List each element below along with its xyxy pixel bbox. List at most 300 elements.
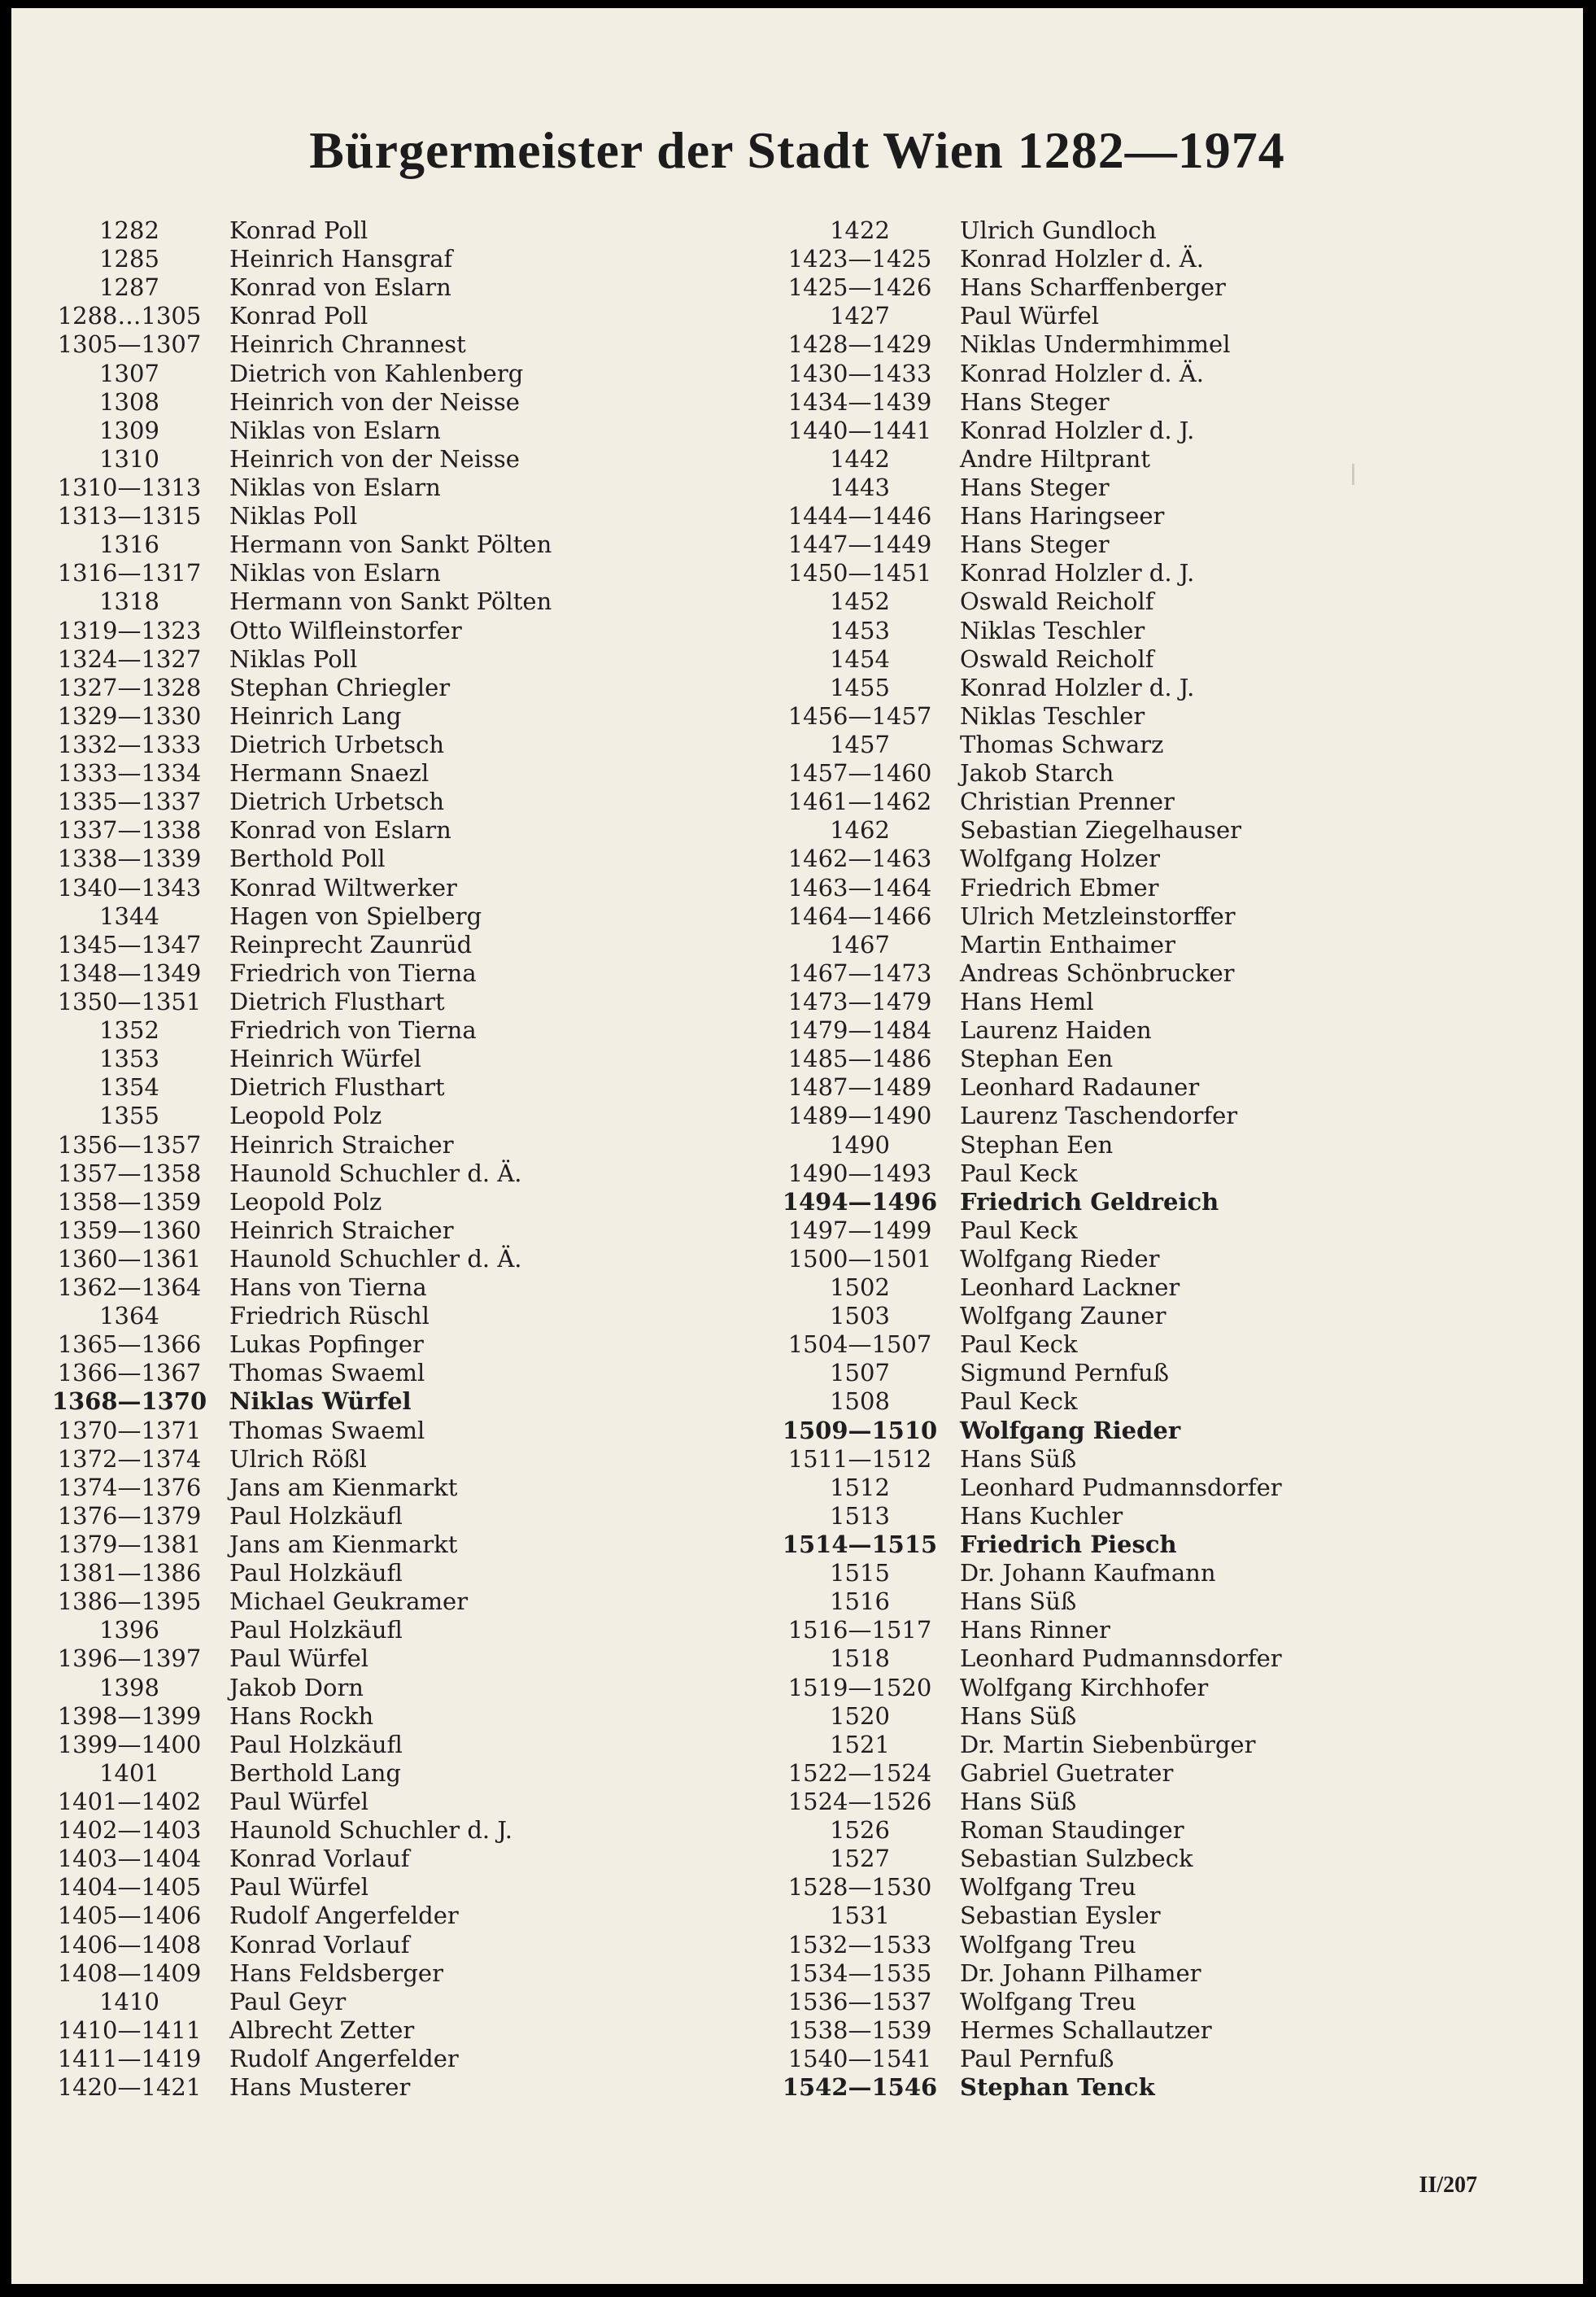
term-years: 1402—1403 [57,1816,202,1845]
term-years: 1374—1376 [57,1473,202,1501]
mayor-name: Leopold Polz [229,1187,382,1216]
mayor-name: Paul Keck [960,1330,1078,1359]
mayor-entry [44,1816,552,1845]
term-years: 1398 [99,1673,159,1701]
mayor-entry [44,1502,552,1531]
mayor-name: Jans am Kienmarkt [229,1473,458,1501]
mayor-name: Dietrich Flusthart [229,987,445,1015]
mayor-name: Niklas von Eslarn [229,473,441,501]
term-years: 1527 [830,1845,890,1873]
mayor-name: Stephan Chriegler [229,673,451,701]
mayor-name: Niklas von Eslarn [229,416,441,444]
mayor-name: Berthold Lang [229,1758,401,1787]
mayor-name: Sebastian Ziegelhauser [960,816,1242,845]
mayor-entry [774,1731,1282,1759]
mayor-name: Leonhard Radauner [960,1073,1200,1102]
mayor-entry [44,2016,552,2045]
mayor-entry [774,1644,1282,1673]
term-years: 1365—1366 [57,1330,202,1359]
mayor-entry [44,245,552,273]
mayor-name: Sigmund Pernfuß [960,1359,1170,1387]
mayor-entry [774,674,1282,702]
mayor-entry [44,645,552,674]
mayor-entry [774,2016,1282,2045]
mayor-name: Heinrich Chrannest [229,330,466,359]
term-years: 1366—1367 [57,1359,202,1387]
mayor-entry [44,1959,552,1988]
mayor-entry [44,1445,552,1474]
mayor-name: Dietrich Urbetsch [229,730,445,758]
mayor-name: Stephan Een [960,1045,1114,1073]
mayor-entry [44,816,552,845]
mayor-entry [44,273,552,302]
mayor-name: Wolfgang Treu [960,1930,1136,1959]
term-years: 1406—1408 [57,1930,202,1959]
term-years: 1324—1327 [57,644,202,673]
mayor-entry [44,1788,552,1816]
mayor-entry [44,417,552,445]
mayor-entry [44,302,552,330]
mayor-entry [44,1417,552,1445]
page-number: II/207 [1419,2173,1477,2198]
mayor-name: Dietrich Flusthart [229,1073,445,1102]
mayor-entry [774,1016,1282,1045]
mayor-entry [44,216,552,245]
term-years: 1307 [99,359,159,387]
mayor-name: Paul Würfel [229,1873,369,1902]
mayor-name: Haunold Schuchler d. Ä. [229,1159,522,1187]
page-title: Bürgermeister der Stadt Wien 1282—1974 [309,121,1285,179]
mayor-name: Sebastian Sulzbeck [960,1845,1193,1873]
mayor-entry [44,1016,552,1045]
mayor-name: Laurenz Haiden [960,1016,1152,1045]
mayor-entry [774,1188,1282,1216]
mayor-name: Konrad Poll [229,302,368,330]
term-years: 1528—1530 [787,1873,932,1902]
mayor-name: Dr. Johann Kaufmann [960,1559,1216,1587]
term-years: 1461—1462 [787,788,932,816]
mayor-name: Ulrich Rößl [229,1444,367,1473]
mayor-name: Hans Heml [960,987,1094,1015]
mayor-entry [44,1845,552,1873]
mayor-entry [774,531,1282,559]
term-years: 1356—1357 [57,1130,202,1159]
mayor-name: Konrad Holzler d. Ä. [960,245,1204,273]
mayor-name: Berthold Poll [229,845,386,873]
term-years: 1453 [830,616,890,644]
term-years: 1479—1484 [787,1016,932,1045]
mayor-name: Konrad Vorlauf [229,1930,410,1959]
term-years: 1540—1541 [787,2045,932,2072]
term-years: 1316—1317 [57,559,202,587]
mayor-entry [44,931,552,959]
mayor-name: Hans Rockh [229,1701,374,1730]
term-years: 1490—1493 [787,1159,932,1187]
mayor-entry [774,1959,1282,1988]
mayor-entry [774,1988,1282,2016]
mayor-entry [774,2045,1282,2073]
mayor-name: Paul Pernfuß [960,2045,1114,2072]
term-years: 1398—1399 [57,1701,202,1730]
mayor-name: Martin Enthaimer [960,930,1175,959]
term-years: 1348—1349 [57,959,202,987]
mayor-entry [44,874,552,902]
mayor-entry [774,988,1282,1016]
mayor-entry [44,1702,552,1731]
mayor-entry [44,1531,552,1559]
term-years: 1340—1343 [57,873,202,902]
term-years: 1526 [830,1816,890,1845]
mayor-name: Hans Musterer [229,2073,411,2102]
term-years: 1332—1333 [57,730,202,758]
term-years: 1536—1537 [787,1987,932,2015]
term-years: 1282 [99,216,159,244]
mayor-name: Haunold Schuchler d. J. [229,1816,512,1845]
mayor-entry [44,559,552,587]
mayor-name: Oswald Reicholf [960,644,1154,673]
mayor-name: Paul Holzkäufl [229,1730,403,1758]
mayor-name: Ulrich Gundloch [960,216,1157,244]
mayor-entry [774,645,1282,674]
mayor-entry [44,1273,552,1302]
mayor-entry [44,702,552,731]
mayor-entry [774,1559,1282,1587]
mayor-name: Sebastian Eysler [960,1902,1161,1930]
mayor-name: Paul Holzkäufl [229,1501,403,1530]
mayor-entry [774,1159,1282,1188]
mayor-name: Rudolf Angerfelder [229,2045,459,2072]
mayor-name: Andre Hiltprant [960,444,1150,473]
mayor-name: Wolfgang Rieder [960,1244,1160,1273]
mayor-name: Konrad Holzler d. J. [960,559,1195,587]
term-years: 1357—1358 [57,1159,202,1187]
term-years: 1457—1460 [787,759,932,788]
mayor-entry [774,1845,1282,1873]
term-years: 1434—1439 [787,387,932,416]
term-years: 1354 [99,1073,159,1102]
mayor-name: Niklas Undermhimmel [960,330,1231,359]
mayor-entry [774,1245,1282,1273]
term-years: 1379—1381 [57,1531,202,1559]
term-years: 1318 [99,587,159,616]
mayor-name: Wolfgang Treu [960,1873,1136,1902]
term-years: 1309 [99,416,159,444]
term-years: 1509—1510 [782,1416,938,1444]
term-years: 1524—1526 [787,1788,932,1816]
term-years: 1396 [99,1616,159,1644]
mayor-name: Jans am Kienmarkt [229,1531,458,1559]
term-years: 1370—1371 [57,1416,202,1444]
mayor-name: Heinrich Straicher [229,1216,454,1244]
term-years: 1285 [99,245,159,273]
term-years: 1396—1397 [57,1644,202,1673]
mayor-name: Hans Kuchler [960,1501,1123,1530]
term-years: 1333—1334 [57,759,202,788]
mayor-entry [774,1502,1282,1531]
mayor-entry [774,273,1282,302]
mayor-name: Dr. Johann Pilhamer [960,1959,1201,1987]
mayor-name: Wolfgang Holzer [960,845,1160,873]
term-years: 1372—1374 [57,1444,202,1473]
term-years: 1428—1429 [787,330,932,359]
mayor-name: Thomas Swaeml [229,1359,425,1387]
term-years: 1456—1457 [787,701,932,730]
mayor-entry [44,731,552,759]
term-years: 1489—1490 [787,1102,932,1130]
mayor-name: Rudolf Angerfelder [229,1902,459,1930]
term-years: 1423—1425 [787,245,932,273]
mayor-entry [44,1159,552,1188]
term-years: 1521 [830,1730,890,1758]
mayor-name: Hagen von Spielberg [229,902,482,930]
mayor-name: Hermann Snaezl [229,759,430,788]
term-years: 1327—1328 [57,673,202,701]
term-years: 1329—1330 [57,701,202,730]
mayor-name: Friedrich von Tierna [229,1016,477,1045]
mayor-entry [44,674,552,702]
mayor-entry [774,1788,1282,1816]
mayor-entry [774,759,1282,788]
mayor-entry [44,1073,552,1102]
term-years: 1500—1501 [787,1244,932,1273]
mayor-entry [774,702,1282,731]
term-years: 1368—1370 [51,1387,207,1416]
mayor-name: Paul Keck [960,1216,1078,1244]
term-years: 1508 [830,1387,890,1416]
mayor-entry [774,417,1282,445]
term-years: 1362—1364 [57,1273,202,1302]
mayor-name: Leonhard Lackner [960,1273,1180,1302]
mayor-name: Hans Süß [960,1788,1077,1816]
mayor-entry [774,788,1282,816]
mayor-entry [774,1616,1282,1644]
mayor-name: Oswald Reicholf [960,587,1154,616]
term-years: 1462 [830,816,890,845]
mayor-entry [774,1587,1282,1616]
mayor-name: Paul Keck [960,1159,1078,1187]
mayor-name: Hermann von Sankt Pölten [229,587,552,616]
term-years: 1487—1489 [787,1073,932,1102]
mayor-entry [44,959,552,988]
mayor-entry [774,617,1282,645]
term-years: 1360—1361 [57,1244,202,1273]
mayor-name: Hans Rinner [960,1616,1110,1644]
term-years: 1353 [99,1045,159,1073]
mayor-entry [774,1417,1282,1445]
mayor-name: Wolfgang Rieder [960,1416,1181,1444]
mayor-name: Hans Süß [960,1444,1077,1473]
term-years: 1399—1400 [57,1730,202,1758]
term-years: 1442 [830,444,890,473]
mayor-name: Leonhard Pudmannsdorfer [960,1644,1282,1673]
term-years: 1345—1347 [57,930,202,959]
term-years: 1308 [99,387,159,416]
mayor-entry [774,2073,1282,2102]
term-years: 1305—1307 [57,330,202,359]
mayor-name: Lukas Popfinger [229,1330,424,1359]
mayor-name: Friedrich Rüschl [229,1302,430,1330]
term-years: 1338—1339 [57,845,202,873]
term-years: 1538—1539 [787,2015,932,2044]
term-years: 1502 [830,1273,890,1302]
term-years: 1440—1441 [787,416,932,444]
mayor-name: Ulrich Metzleinstorffer [960,902,1236,930]
term-years: 1494—1496 [782,1187,938,1216]
mayor-name: Otto Wilfleinstorfer [229,616,462,644]
term-years: 1381—1386 [57,1559,202,1587]
term-years: 1467 [830,930,890,959]
mayor-entry [44,2045,552,2073]
mayor-name: Hans Steger [960,387,1110,416]
mayor-name: Wolfgang Zauner [960,1302,1166,1330]
mayor-name: Konrad von Eslarn [229,273,451,302]
mayor-entry [774,1873,1282,1902]
term-years: 1457 [830,730,890,758]
term-years: 1473—1479 [787,987,932,1015]
mayor-entry [774,360,1282,388]
term-years: 1310—1313 [57,473,202,501]
mayor-entry [44,902,552,931]
mayor-name: Heinrich Hansgraf [229,245,453,273]
mayor-entry [774,1445,1282,1474]
mayor-name: Leonhard Pudmannsdorfer [960,1473,1282,1501]
mayor-name: Niklas Poll [229,644,358,673]
term-years: 1350—1351 [57,987,202,1015]
mayor-entry [774,559,1282,587]
mayor-entry [774,931,1282,959]
mayor-list-right-column [774,216,1282,2102]
mayor-entry [44,617,552,645]
term-years: 1337—1338 [57,816,202,845]
term-years: 1512 [830,1473,890,1501]
mayor-entry [774,502,1282,531]
term-years: 1288…1305 [57,302,202,330]
mayor-entry [44,1188,552,1216]
term-years: 1514—1515 [782,1531,938,1559]
mayor-entry [44,1387,552,1416]
mayor-entry [774,874,1282,902]
term-years: 1504—1507 [787,1330,932,1359]
mayor-name: Dietrich Urbetsch [229,788,445,816]
mayor-name: Paul Holzkäufl [229,1616,403,1644]
mayor-name: Hans Steger [960,473,1110,501]
mayor-entry [44,1644,552,1673]
mayor-entry [774,330,1282,359]
mayor-name: Friedrich von Tierna [229,959,477,987]
mayor-name: Leopold Polz [229,1102,382,1130]
mayor-entry [44,587,552,616]
term-years: 1422 [830,216,890,244]
mayor-name: Heinrich von der Neisse [229,387,520,416]
term-years: 1464—1466 [787,902,932,930]
mayor-name: Jakob Starch [960,759,1114,788]
term-years: 1344 [99,902,159,930]
term-years: 1507 [830,1359,890,1387]
mayor-entry [774,445,1282,474]
term-years: 1542—1546 [782,2073,938,2102]
mayor-name: Heinrich Straicher [229,1130,454,1159]
mayor-entry [44,388,552,417]
mayor-name: Konrad Holzler d. Ä. [960,359,1204,387]
mayor-name: Konrad Holzler d. J. [960,673,1195,701]
term-years: 1450—1451 [787,559,932,587]
mayor-name: Reinprecht Zaunrüd [229,930,473,959]
mayor-name: Konrad von Eslarn [229,816,451,845]
document-page [11,8,1583,2284]
term-years: 1454 [830,644,890,673]
mayor-entry [44,531,552,559]
term-years: 1401—1402 [57,1788,202,1816]
paper-mark [1352,464,1354,485]
term-years: 1411—1419 [57,2045,202,2072]
term-years: 1444—1446 [787,502,932,531]
term-years: 1313—1315 [57,502,202,531]
mayor-entry [44,1216,552,1245]
mayor-entry [774,216,1282,245]
mayor-name: Hans Feldsberger [229,1959,443,1987]
term-years: 1452 [830,587,890,616]
term-years: 1522—1524 [787,1758,932,1787]
mayor-name: Konrad Poll [229,216,368,244]
term-years: 1319—1323 [57,616,202,644]
mayor-entry [774,1302,1282,1330]
mayor-name: Friedrich Ebmer [960,873,1159,902]
term-years: 1515 [830,1559,890,1587]
mayor-name: Konrad Holzler d. J. [960,416,1195,444]
mayor-entry [44,1616,552,1644]
mayor-entry [44,1873,552,1902]
mayor-name: Hans Steger [960,531,1110,559]
term-years: 1358—1359 [57,1187,202,1216]
mayor-name: Roman Staudinger [960,1816,1184,1845]
mayor-name: Paul Würfel [960,302,1100,330]
mayor-entry [44,1245,552,1273]
mayor-name: Niklas Würfel [229,1387,412,1416]
term-years: 1386—1395 [57,1587,202,1616]
mayor-entry [774,1474,1282,1502]
mayor-name: Albrecht Zetter [229,2015,415,2044]
mayor-entry [774,959,1282,988]
term-years: 1335—1337 [57,788,202,816]
mayor-entry [44,1102,552,1130]
mayor-name: Stephan Tenck [960,2073,1155,2102]
term-years: 1511—1512 [787,1444,932,1473]
mayor-name: Jakob Dorn [229,1673,364,1701]
mayor-name: Thomas Schwarz [960,730,1164,758]
mayor-name: Thomas Swaeml [229,1416,425,1444]
term-years: 1531 [830,1902,890,1930]
mayor-name: Heinrich Würfel [229,1045,422,1073]
mayor-entry [44,2073,552,2102]
mayor-name: Dietrich von Kahlenberg [229,359,524,387]
mayor-entry [44,988,552,1016]
mayor-entry [774,845,1282,873]
mayor-entry [44,360,552,388]
mayor-entry [44,1559,552,1587]
mayor-name: Paul Würfel [229,1644,369,1673]
mayor-entry [774,1330,1282,1359]
mayor-entry [774,1931,1282,1959]
term-years: 1420—1421 [57,2073,202,2102]
mayor-entry [774,731,1282,759]
mayor-name: Wolfgang Kirchhofer [960,1673,1209,1701]
mayor-entry [44,1587,552,1616]
mayor-entry [44,1731,552,1759]
mayor-entry [44,1759,552,1788]
mayor-name: Heinrich von der Neisse [229,444,520,473]
term-years: 1455 [830,673,890,701]
mayor-entry [774,1702,1282,1731]
